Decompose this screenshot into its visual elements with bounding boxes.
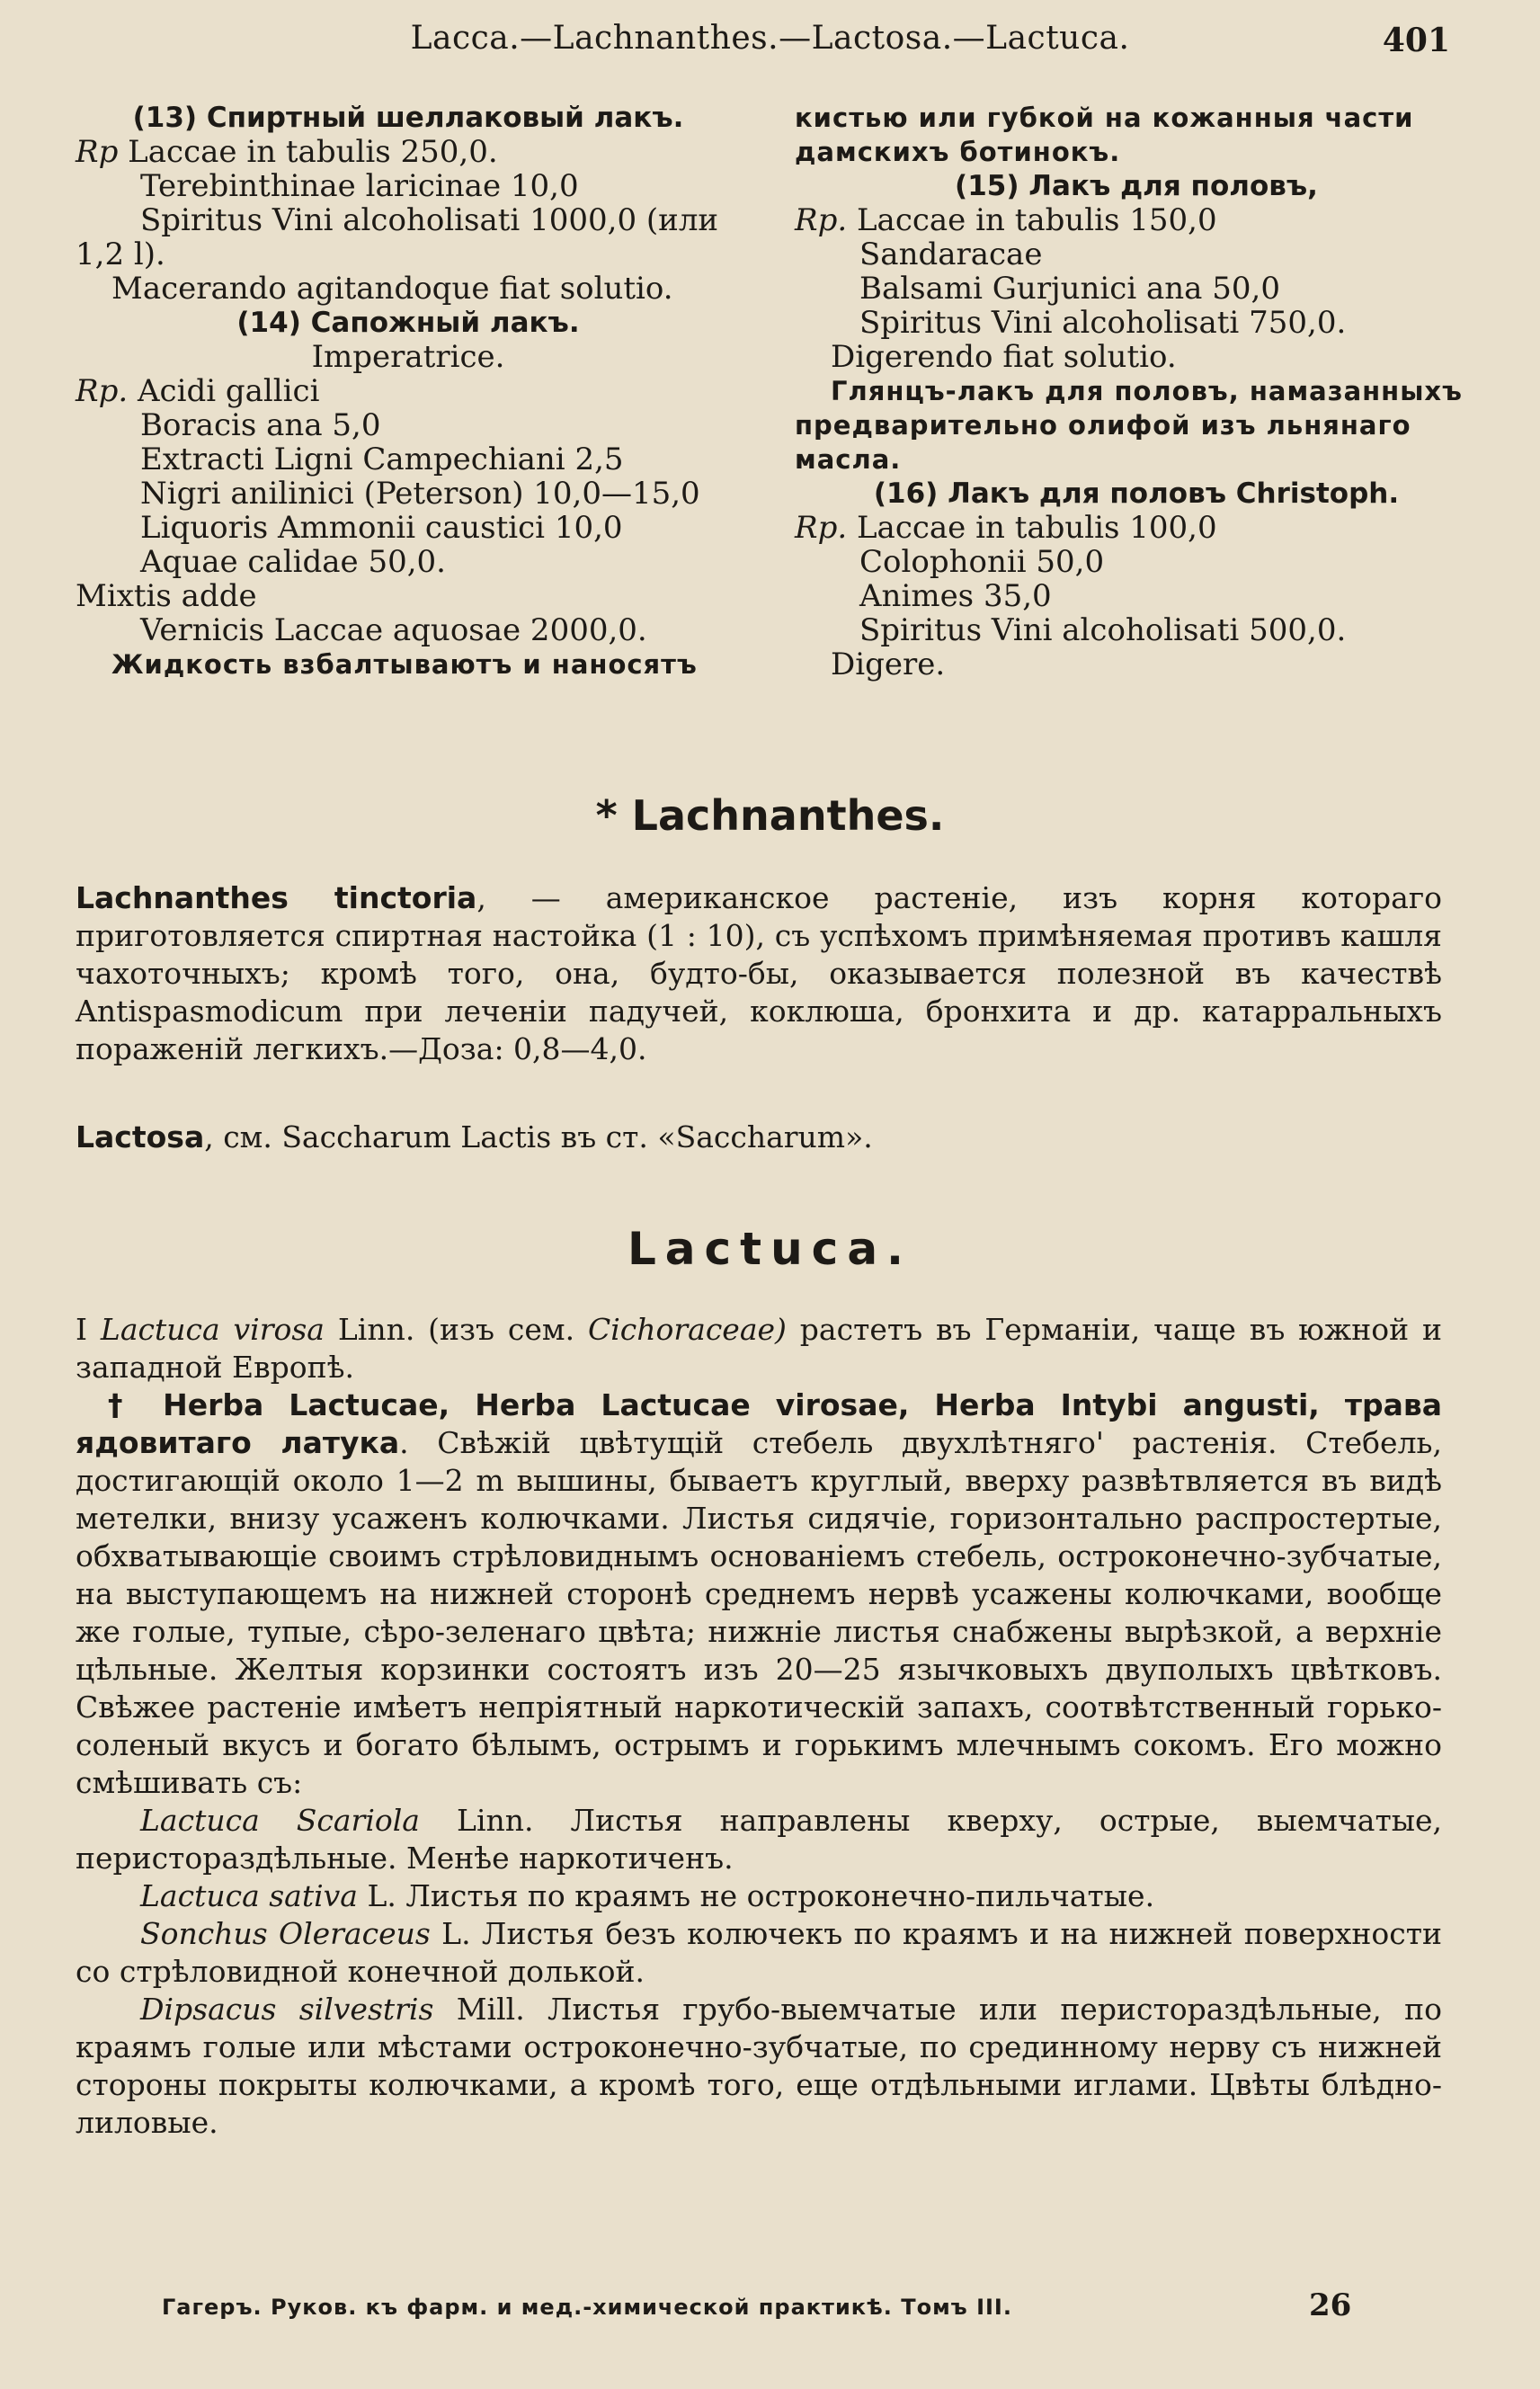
lactuca-section <box>76 1311 1442 2142</box>
recipe-mark: Rp <box>76 134 119 170</box>
left_column-line <box>76 203 741 237</box>
left_column-line-text: Extracti Ligni Campechiani 2,5 <box>140 441 624 477</box>
running-title: Lacca.—Lachnanthes.—Lactosa.—Lactuca. <box>410 20 1130 57</box>
left_column-line-text: (13) Спиртный шеллаковый лакъ. <box>132 102 684 134</box>
left_column-line <box>76 545 741 579</box>
left_column-line-text: Aquae calidae 50,0. <box>140 544 446 580</box>
left_column-line <box>76 169 741 203</box>
adulterant-species: Sonchus Oleraceus <box>140 1916 431 1951</box>
lachnanthes-term: Lachnanthes tinctoria <box>76 880 477 915</box>
left_column-line <box>76 477 741 511</box>
left_column-line-text: Laccae in tabulis 250,0. <box>118 134 498 170</box>
recipe-mark: Rp. <box>795 202 848 238</box>
section-heading-lachnanthes: * Lachnanthes. <box>595 791 945 840</box>
adulterant-text: L. Листья по краямъ не остроконечно-пильчатые. <box>357 1878 1155 1913</box>
lactuca-intro <box>76 1311 1442 1386</box>
left_column-line-text: Vernicis Laccae aquosae 2000,0. <box>140 612 647 648</box>
left_column-line <box>76 135 741 169</box>
herba-text: . Свѣжій цвѣтущій стебель двухлѣтняго' растенія. Стебель, достигающій около 1—2 m вышины, бываетъ круглый, вверху развѣтвляется въ видѣ метелки, внизу усаженъ колючками. Листья сидячіе, горизонтально распростертые, обхватывающіе своимъ стрѣловиднымъ основаніемъ стебель, остроконечно-зубчатые, на выступающемъ на нижней сторонѣ среднемъ нервѣ усажены колючками, вообще же голые, тупые, сѣро-зеленаго цвѣта; нижніе листья снабжены вырѣзкой, а верхніе цѣльные. Желтыя корзинки состоятъ изъ 20—25 язычковыхъ двуполыхъ цвѣтковъ. Свѣжее растеніе имѣетъ непріятный наркотическій запахъ, соотвѣтственный горько-соленый вкусъ и богато бѣлымъ, острымъ и горькимъ млечнымъ сокомъ. Его можно смѣшивать съ: <box>76 1425 1442 1800</box>
adulterant-text: Linn. Листья направлены кверху, острые, выемчатые, перистораздѣльные. Менѣе наркотиченъ. <box>76 1803 1443 1876</box>
right_column-line <box>795 408 1478 442</box>
recipe-mark: Rp. <box>795 510 848 546</box>
right_column-line-text: кистью или губкой на кожанныя части <box>795 103 1414 133</box>
left_column-line-text: Macerando agitandoque fiat solutio. <box>111 271 673 307</box>
right_column-line <box>795 135 1478 169</box>
left_column-line <box>76 579 741 613</box>
left_column-line-text: Imperatrice. <box>311 339 505 375</box>
right_column-line <box>795 374 1478 408</box>
right-column <box>795 101 1478 682</box>
left_column-line <box>76 340 741 374</box>
adulterant-item <box>76 1915 1442 1991</box>
left_column-line <box>76 101 741 135</box>
right_column-line <box>795 237 1478 272</box>
left_column-line <box>76 511 741 545</box>
right_column-line-text: Animes 35,0 <box>859 578 1052 614</box>
right_column-line <box>795 545 1478 579</box>
right_column-line-text: масла. <box>795 444 902 475</box>
left_column-line-text: 1,2 l). <box>76 236 165 272</box>
left_column-line-text: Terebinthinae laricinae 10,0 <box>140 168 579 204</box>
lactosa-term: Lactosa <box>76 1119 205 1154</box>
signature-number: 26 <box>1309 2287 1352 2323</box>
left_column-line-text: (14) Сапожный лакъ. <box>236 307 580 339</box>
section-heading-lactuca: Lactuca. <box>627 1223 913 1275</box>
right_column-line <box>795 511 1478 545</box>
page-number: 401 <box>1382 22 1450 59</box>
adulterant-item <box>76 1877 1442 1915</box>
adulterant-item <box>76 1991 1442 2142</box>
intro-mid: Linn. (изъ сем. <box>324 1312 588 1347</box>
intro-family: Cichoraceae) <box>587 1312 787 1347</box>
right_column-line-text: Digere. <box>831 646 946 682</box>
right_column-line-text: Spiritus Vini alcoholisati 500,0. <box>859 612 1347 648</box>
adulterant-species: Lactuca Scariola <box>140 1803 420 1838</box>
left_column-line-text: Boracis ana 5,0 <box>140 407 381 443</box>
herba-title: Herba Lactucae, Herba Lactucae virosae, Herba Intybi angusti, трава ядовитаго латука <box>76 1387 1442 1460</box>
right_column-line <box>795 272 1478 306</box>
right_column-line <box>795 579 1478 613</box>
left_column-line <box>76 374 741 408</box>
recipe-mark: Rp. <box>76 373 129 409</box>
adulterant-text: L. Листья безъ колючекъ по краямъ и на нижней поверхности со стрѣловидной конечной долькой. <box>76 1916 1443 1989</box>
lachnanthes-paragraph <box>76 879 1442 1068</box>
right_column-line-text: дамскихъ ботинокъ. <box>795 137 1121 167</box>
left_column-line <box>76 237 741 272</box>
left_column-line-text: Mixtis adde <box>76 578 257 614</box>
left_column-line-text: Spiritus Vini alcoholisati 1000,0 (или <box>140 202 719 238</box>
intro-species: Lactuca virosa <box>100 1312 325 1347</box>
right_column-line <box>795 169 1478 203</box>
lachnanthes-body: , — американское растеніе, изъ корня котораго приготовляется спиртная настойка (1 : 10), съ успѣхомъ примѣняемая противъ кашля чахоточныхъ; кромѣ того, она, будто-бы, оказывается полезной въ качествѣ Antispasmodicum при леченіи падучей, коклюша, бронхита и др. катарральныхъ пораженій легкихъ.—Доза: 0,8—4,0. <box>76 880 1443 1066</box>
adulterant-species: Dipsacus silvestris <box>140 1992 434 2027</box>
dagger-mark: † <box>108 1387 138 1422</box>
left_column-line-text: Жидкость взбалтываютъ и наносятъ <box>111 649 698 680</box>
adulterant-item <box>76 1802 1442 1877</box>
right_column-line-text: Spiritus Vini alcoholisati 750,0. <box>859 305 1347 341</box>
left_column-line <box>76 306 741 340</box>
right_column-line <box>795 613 1478 647</box>
left_column-line <box>76 408 741 442</box>
adulterant-species: Lactuca sativa <box>140 1878 358 1913</box>
right_column-line-text: Sandaracae <box>859 236 1043 272</box>
right_column-line-text: (15) Лакъ для половъ, <box>955 170 1318 202</box>
right_column-line-text: Digerendo fiat solutio. <box>831 339 1177 375</box>
adulterant-text: Mill. Листья грубо-выемчатые или перистораздѣльные, по краямъ голые или мѣстами остроконечно-зубчатые, по срединному нерву съ нижней стороны покрыты колючками, а кромѣ того, еще отдѣльными иглами. Цвѣты блѣдно-лиловые. <box>76 1992 1442 2140</box>
right_column-line-text: Colophonii 50,0 <box>859 544 1105 580</box>
right_column-line-text: (16) Лакъ для половъ Christoph. <box>873 477 1400 510</box>
recipe-columns <box>76 101 1478 730</box>
right_column-line <box>795 442 1478 477</box>
left_column-line <box>76 442 741 477</box>
left_column-line <box>76 613 741 647</box>
lactosa-paragraph <box>76 1119 1442 1156</box>
left_column-line <box>76 272 741 306</box>
left-column <box>76 101 741 682</box>
intro-number: I <box>76 1312 88 1347</box>
right_column-line <box>795 101 1478 135</box>
left_column-line-text: Liquoris Ammonii caustici 10,0 <box>140 510 623 546</box>
right_column-line-text: предварительно олифой изъ льнянаго <box>795 410 1411 441</box>
right_column-line <box>795 306 1478 340</box>
herba-paragraph <box>76 1386 1442 1802</box>
intro-rest: растетъ въ Германіи, чаще въ южной и западной Европѣ. <box>76 1312 1442 1385</box>
right_column-line-text: Balsami Gurjunici ana 50,0 <box>859 271 1280 307</box>
right_column-line <box>795 340 1478 374</box>
right_column-line <box>795 477 1478 511</box>
right_column-line-text: Laccae in tabulis 150,0 <box>847 202 1217 238</box>
left_column-line <box>76 647 741 682</box>
adulterant-list <box>76 1802 1442 2142</box>
footer-text: Гагеръ. Руков. къ фарм. и мед.-химической практикѣ. Томъ III. <box>162 2295 1012 2320</box>
left_column-line-text: Acidi gallici <box>128 373 320 409</box>
right_column-line <box>795 647 1478 682</box>
left_column-line-text: Nigri anilinici (Peterson) 10,0—15,0 <box>140 476 700 512</box>
lactosa-body: , см. Saccharum Lactis въ ст. «Saccharum». <box>204 1119 873 1154</box>
right_column-line-text: Глянцъ-лакъ для половъ, намазанныхъ <box>831 376 1463 406</box>
right_column-line-text: Laccae in tabulis 100,0 <box>847 510 1217 546</box>
right_column-line <box>795 203 1478 237</box>
